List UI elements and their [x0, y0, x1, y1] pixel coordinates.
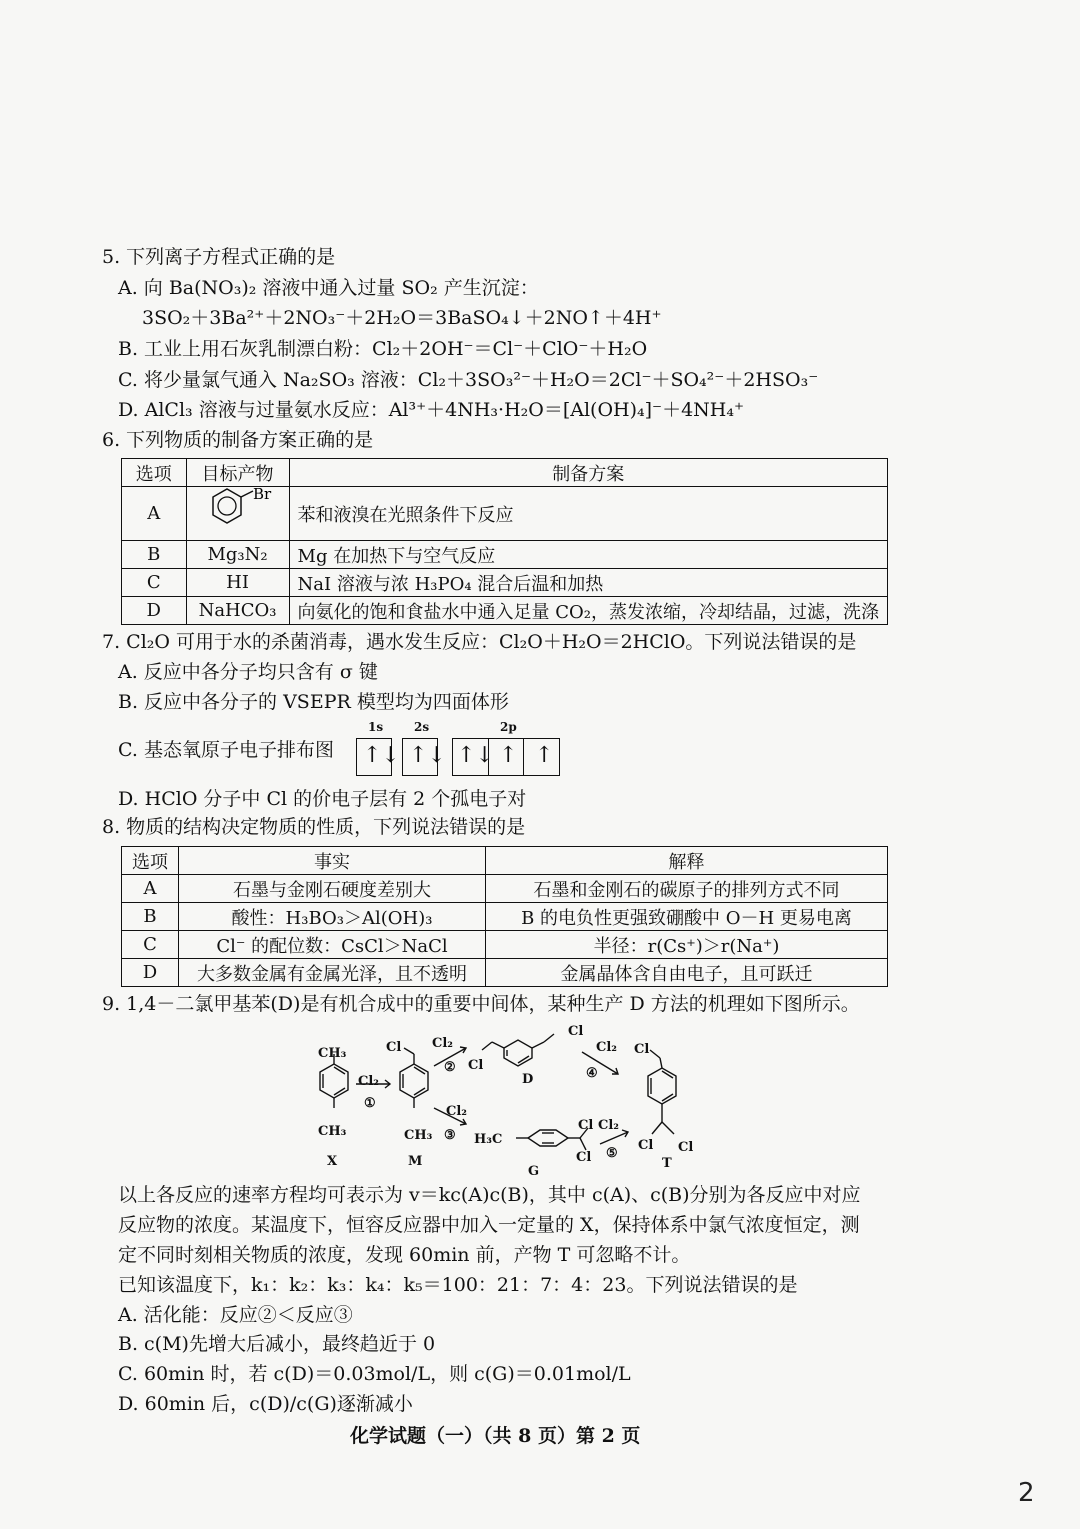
t-chloro-left: Cl	[638, 1138, 654, 1153]
page-number: 2	[1018, 1478, 1035, 1508]
q8-row-c-option: C	[122, 931, 179, 959]
t-chloro-top: Cl	[634, 1042, 650, 1057]
q6-row-d-plan: 向氨化的饱和食盐水中通入足量 CO₂，蒸发浓缩，冷却结晶，过滤，洗涤	[289, 597, 887, 625]
q8-header-option: 选项	[122, 847, 179, 875]
q8-row-a-option: A	[122, 875, 179, 903]
q8-row-b-option: B	[122, 903, 179, 931]
q6-row-b-plan: Mg 在加热下与空气反应	[289, 541, 887, 569]
orbital-box-1s: ↑↓	[356, 738, 392, 776]
q5-option-a: A. 向 Ba(NO₃)₂ 溶液中通入过量 SO₂ 产生沉淀：	[118, 277, 539, 299]
reagent-step1: Cl₂	[358, 1074, 379, 1089]
g-chloro-bottom: Cl	[576, 1150, 592, 1165]
bromobenzene-structure	[195, 487, 281, 535]
q6-row-c-option: C	[122, 569, 187, 597]
q8-row-d-fact: 大多数金属有金属光泽，且不透明	[179, 959, 486, 987]
bromine-label: Br	[252, 487, 271, 503]
q7-option-c: C. 基态氧原子电子排布图	[118, 739, 334, 761]
q6-row-b-option: B	[122, 541, 187, 569]
orbital-label-2s: 2s	[414, 720, 430, 734]
step-2-label: ②	[444, 1060, 456, 1075]
q8-row-a-fact: 石墨与金刚石硬度差别大	[179, 875, 486, 903]
q9-stem: 9. 1,4－二氯甲基苯(D)是有机合成中的重要中间体，某种生产 D 方法的机理如下图所示。	[102, 993, 860, 1015]
q6-row-c-product: HI	[186, 569, 289, 597]
step-4-label: ④	[586, 1066, 598, 1081]
q8-stem: 8. 物质的结构决定物质的性质，下列说法错误的是	[102, 816, 526, 838]
q9-option-a: A. 活化能：反应②＜反应③	[118, 1304, 353, 1326]
q7-option-d: D. HClO 分子中 Cl 的价电子层有 2 个孤电子对	[118, 788, 527, 810]
q6-stem: 6. 下列物质的制备方案正确的是	[102, 429, 374, 451]
q6-header-product: 目标产物	[186, 459, 289, 487]
g-methyl: H₃C	[474, 1132, 503, 1147]
reaction-mechanism-scheme	[290, 1022, 730, 1172]
m-chloro: Cl	[386, 1040, 402, 1055]
q6-row-d-product: NaHCO₃	[186, 597, 289, 625]
q8-header-reason: 解释	[486, 847, 888, 875]
q9-paragraph-2: 反应物的浓度。某温度下，恒容反应器中加入一定量的 X，保持体系中氯气浓度恒定，测	[118, 1214, 860, 1236]
q6-row-c-plan: NaI 溶液与浓 H₃PO₄ 混合后温和加热	[289, 569, 887, 597]
q5-option-b: B. 工业上用石灰乳制漂白粉：Cl₂＋2OH⁻＝Cl⁻＋ClO⁻＋H₂O	[118, 338, 648, 360]
q6-header-option: 选项	[122, 459, 187, 487]
step-5-label: ⑤	[606, 1146, 618, 1161]
q6-row-d-option: D	[122, 597, 187, 625]
q8-row-a-reason: 石墨和金刚石的碳原子的排列方式不同	[486, 875, 888, 903]
q9-paragraph-4: 已知该温度下，k₁：k₂：k₃：k₄：k₅＝100：21：7：4：23。下列说法错误的是	[118, 1274, 798, 1296]
label-t: T	[662, 1156, 672, 1171]
orbital-label-2p: 2p	[500, 720, 517, 734]
q6-row-a-option: A	[122, 487, 187, 541]
q9-paragraph-3: 定不同时刻相关物质的浓度，发现 60min 前，产物 T 可忽略不计。	[118, 1244, 691, 1266]
orbital-label-1s: 1s	[368, 720, 384, 734]
q6-header-plan: 制备方案	[289, 459, 887, 487]
q6-row-a-product	[186, 487, 289, 541]
q8-header-fact: 事实	[179, 847, 486, 875]
g-chloro-top: Cl	[578, 1118, 594, 1133]
q9-paragraph-1: 以上各反应的速率方程均可表示为 v＝kc(A)c(B)，其中 c(A)、c(B)分别为各反应中对应	[118, 1184, 861, 1206]
reagent-step4: Cl₂	[596, 1040, 617, 1055]
q7-option-b: B. 反应中各分子的 VSEPR 模型均为四面体形	[118, 691, 509, 713]
reagent-step2: Cl₂	[432, 1036, 453, 1051]
label-x: X	[327, 1154, 338, 1169]
q6-table	[121, 458, 888, 625]
step-3-label: ③	[444, 1128, 456, 1143]
m-methyl: CH₃	[404, 1128, 433, 1143]
q8-row-b-reason: B 的电负性更强致硼酸中 O－H 更易电离	[486, 903, 888, 931]
q8-table	[121, 846, 888, 987]
q5-stem: 5. 下列离子方程式正确的是	[102, 246, 336, 268]
q6-row-a-plan: 苯和液溴在光照条件下反应	[289, 487, 887, 541]
d-chloro-left: Cl	[468, 1058, 484, 1073]
oxygen-orbital-diagram	[356, 720, 566, 780]
d-chloro-right: Cl	[568, 1024, 584, 1039]
q8-row-c-fact: Cl⁻ 的配位数：CsCl＞NaCl	[179, 931, 486, 959]
t-chloro-right: Cl	[678, 1140, 694, 1155]
q5-option-c: C. 将少量氯气通入 Na₂SO₃ 溶液：Cl₂＋3SO₃²⁻＋H₂O＝2Cl⁻＋SO₄²⁻＋2HSO₃⁻	[118, 369, 819, 391]
orbital-box-2p: ↑↓ ↑ ↑	[452, 738, 560, 776]
q8-row-d-reason: 金属晶体含自由电子，且可跃迁	[486, 959, 888, 987]
reagent-step5: Cl₂	[598, 1118, 619, 1133]
q5-option-d: D. AlCl₃ 溶液与过量氨水反应：Al³⁺＋4NH₃·H₂O＝[Al(OH)₄]⁻＋4NH₄⁺	[118, 399, 745, 421]
q7-stem: 7. Cl₂O 可用于水的杀菌消毒，遇水发生反应：Cl₂O＋H₂O＝2HClO。下列说法错误的是	[102, 631, 857, 653]
reagent-step3: Cl₂	[446, 1104, 467, 1119]
q9-option-b: B. c(M)先增大后减小，最终趋近于 0	[118, 1333, 436, 1355]
x-methyl-top: CH₃	[318, 1046, 347, 1061]
q5-option-a-equation: 3SO₂＋3Ba²⁺＋2NO₃⁻＋2H₂O＝3BaSO₄↓＋2NO↑＋4H⁺	[142, 307, 662, 329]
orbital-box-2s: ↑↓	[402, 738, 438, 776]
q8-row-c-reason: 半径：r(Cs⁺)＞r(Na⁺)	[486, 931, 888, 959]
x-methyl-bottom: CH₃	[318, 1124, 347, 1139]
q9-option-c: C. 60min 时，若 c(D)＝0.03mol/L，则 c(G)＝0.01mol/L	[118, 1363, 631, 1385]
q6-row-b-product: Mg₃N₂	[186, 541, 289, 569]
page-footer: 化学试题（一）（共 8 页）第 2 页	[350, 1425, 641, 1447]
label-g: G	[528, 1164, 540, 1179]
label-m: M	[408, 1154, 423, 1169]
q8-row-b-fact: 酸性：H₃BO₃＞Al(OH)₃	[179, 903, 486, 931]
label-d: D	[522, 1072, 534, 1087]
step-1-label: ①	[364, 1096, 376, 1111]
q8-row-d-option: D	[122, 959, 179, 987]
q7-option-a: A. 反应中各分子均只含有 σ 键	[118, 661, 378, 683]
q9-option-d: D. 60min 后，c(D)/c(G)逐渐减小	[118, 1393, 413, 1415]
